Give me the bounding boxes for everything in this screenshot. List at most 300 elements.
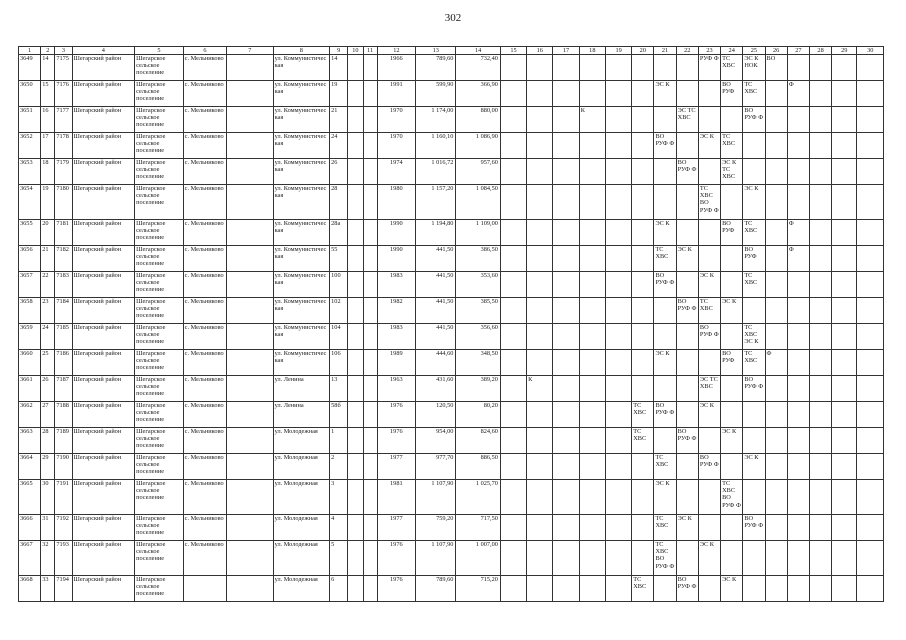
cell-col-17 — [553, 428, 579, 454]
page-number: 302 — [444, 12, 462, 24]
cell-col-10 — [348, 324, 363, 350]
cell-col-23: ЭС К — [698, 133, 720, 159]
cell-col-30 — [857, 350, 884, 376]
cell-col-3: 7176 — [55, 81, 72, 107]
cell-col-4: Шегарский район — [72, 576, 135, 602]
cell-col-6: с. Мельниково — [183, 159, 226, 185]
cell-col-16 — [527, 107, 553, 133]
cell-col-27 — [787, 272, 809, 298]
cell-col-14: 824,60 — [456, 428, 500, 454]
cell-col-8: ул. Коммунистичес кая — [273, 220, 330, 246]
cell-col-12: 1991 — [377, 81, 415, 107]
cell-col-10 — [348, 350, 363, 376]
cell-col-9: 6 — [330, 576, 348, 602]
cell-col-12: 1976 — [377, 428, 415, 454]
table-row — [19, 185, 884, 220]
cell-col-29 — [832, 81, 857, 107]
cell-col-3: 7192 — [55, 515, 72, 541]
cell-col-26: ВО — [765, 55, 787, 81]
cell-col-11 — [363, 298, 377, 324]
cell-col-11 — [363, 324, 377, 350]
cell-col-6: с. Мельниково — [183, 298, 226, 324]
cell-col-21 — [654, 185, 676, 220]
cell-col-7 — [227, 107, 273, 133]
table-row — [19, 428, 884, 454]
cell-col-8: ул. Коммунистичес кая — [273, 298, 330, 324]
cell-col-9: 21 — [330, 107, 348, 133]
column-header-29: 29 — [832, 47, 857, 55]
cell-col-30 — [857, 541, 884, 576]
cell-col-3: 7194 — [55, 576, 72, 602]
column-header-25: 25 — [743, 47, 765, 55]
cell-col-22: ВО РУФ Ф — [676, 159, 698, 185]
cell-col-5: Шегарское сельское поселение — [135, 324, 184, 350]
cell-col-25: ЭС К — [743, 185, 765, 220]
cell-col-30 — [857, 324, 884, 350]
cell-col-11 — [363, 107, 377, 133]
cell-col-2: 23 — [41, 298, 55, 324]
cell-col-15 — [500, 81, 526, 107]
cell-col-22: ВО РУФ Ф — [676, 298, 698, 324]
cell-col-22 — [676, 350, 698, 376]
cell-col-27 — [787, 428, 809, 454]
table-row — [19, 55, 884, 81]
cell-col-29 — [832, 454, 857, 480]
column-header-10: 10 — [348, 47, 363, 55]
cell-col-29 — [832, 159, 857, 185]
cell-col-18 — [579, 185, 605, 220]
cell-col-22 — [676, 133, 698, 159]
cell-col-29 — [832, 185, 857, 220]
cell-col-10 — [348, 454, 363, 480]
cell-col-3: 7177 — [55, 107, 72, 133]
cell-col-26 — [765, 402, 787, 428]
cell-col-8: ул. Молодежная — [273, 454, 330, 480]
cell-col-26 — [765, 272, 787, 298]
cell-col-23 — [698, 159, 720, 185]
cell-col-15 — [500, 272, 526, 298]
cell-col-11 — [363, 55, 377, 81]
cell-col-14: 732,40 — [456, 55, 500, 81]
cell-col-6: с. Мельниково — [183, 133, 226, 159]
cell-col-16 — [527, 541, 553, 576]
cell-col-14: 348,50 — [456, 350, 500, 376]
cell-col-30 — [857, 376, 884, 402]
cell-col-23: ЭС К — [698, 541, 720, 576]
cell-col-12: 1974 — [377, 159, 415, 185]
cell-col-19 — [605, 298, 631, 324]
cell-col-7 — [227, 81, 273, 107]
cell-col-14: 886,50 — [456, 454, 500, 480]
cell-col-7 — [227, 515, 273, 541]
cell-col-30 — [857, 246, 884, 272]
cell-col-28 — [809, 576, 831, 602]
cell-col-19 — [605, 107, 631, 133]
cell-col-9: 3 — [330, 480, 348, 515]
cell-col-28 — [809, 428, 831, 454]
cell-col-23: ТС ХВС ВО РУФ Ф — [698, 185, 720, 220]
cell-col-25: ВО РУФ — [743, 246, 765, 272]
cell-col-10 — [348, 541, 363, 576]
cell-col-13: 977,70 — [416, 454, 456, 480]
cell-col-5: Шегарское сельское поселение — [135, 515, 184, 541]
cell-col-12: 1983 — [377, 272, 415, 298]
cell-col-1: 3666 — [19, 515, 41, 541]
cell-col-13: 1 174,00 — [416, 107, 456, 133]
table-row — [19, 246, 884, 272]
cell-col-18 — [579, 298, 605, 324]
cell-col-20 — [632, 324, 654, 350]
column-header-17: 17 — [553, 47, 579, 55]
cell-col-27 — [787, 454, 809, 480]
cell-col-18 — [579, 350, 605, 376]
column-header-6: 6 — [183, 47, 226, 55]
cell-col-28 — [809, 515, 831, 541]
cell-col-4: Шегарский район — [72, 480, 135, 515]
cell-col-3: 7188 — [55, 402, 72, 428]
cell-col-28 — [809, 480, 831, 515]
cell-col-23 — [698, 428, 720, 454]
cell-col-2: 18 — [41, 159, 55, 185]
cell-col-7 — [227, 480, 273, 515]
cell-col-30 — [857, 81, 884, 107]
cell-col-29 — [832, 220, 857, 246]
cell-col-27 — [787, 107, 809, 133]
cell-col-25: ВО РУФ Ф — [743, 515, 765, 541]
table-row — [19, 298, 884, 324]
cell-col-4: Шегарский район — [72, 402, 135, 428]
cell-col-23 — [698, 246, 720, 272]
cell-col-24 — [721, 454, 743, 480]
cell-col-30 — [857, 428, 884, 454]
cell-col-15 — [500, 350, 526, 376]
cell-col-8: ул. Коммунистичес кая — [273, 246, 330, 272]
cell-col-21: ЭС К — [654, 350, 676, 376]
cell-col-5: Шегарское сельское поселение — [135, 185, 184, 220]
cell-col-4: Шегарский район — [72, 272, 135, 298]
table-row — [19, 376, 884, 402]
cell-col-2: 15 — [41, 81, 55, 107]
cell-col-3: 7186 — [55, 350, 72, 376]
cell-col-2: 16 — [41, 107, 55, 133]
cell-col-2: 17 — [41, 133, 55, 159]
cell-col-5: Шегарское сельское поселение — [135, 376, 184, 402]
cell-col-12: 1966 — [377, 55, 415, 81]
cell-col-18 — [579, 220, 605, 246]
cell-col-18 — [579, 55, 605, 81]
cell-col-9: 2 — [330, 454, 348, 480]
cell-col-14: 880,00 — [456, 107, 500, 133]
cell-col-3: 7184 — [55, 298, 72, 324]
cell-col-18 — [579, 159, 605, 185]
cell-col-4: Шегарский район — [72, 454, 135, 480]
table-row — [19, 350, 884, 376]
cell-col-16 — [527, 515, 553, 541]
cell-col-3: 7180 — [55, 185, 72, 220]
cell-col-21: ТС ХВС — [654, 454, 676, 480]
cell-col-1: 3657 — [19, 272, 41, 298]
cell-col-4: Шегарский район — [72, 541, 135, 576]
table-row — [19, 324, 884, 350]
cell-col-10 — [348, 298, 363, 324]
cell-col-21: ТС ХВС — [654, 246, 676, 272]
cell-col-29 — [832, 515, 857, 541]
cell-col-11 — [363, 376, 377, 402]
cell-col-18 — [579, 541, 605, 576]
cell-col-10 — [348, 107, 363, 133]
cell-col-28 — [809, 402, 831, 428]
cell-col-17 — [553, 185, 579, 220]
cell-col-23: ЭС ТС ХВС — [698, 376, 720, 402]
cell-col-2: 30 — [41, 480, 55, 515]
cell-col-29 — [832, 272, 857, 298]
cell-col-29 — [832, 402, 857, 428]
cell-col-14: 1 109,00 — [456, 220, 500, 246]
cell-col-20 — [632, 298, 654, 324]
cell-col-16 — [527, 350, 553, 376]
cell-col-17 — [553, 576, 579, 602]
cell-col-1: 3652 — [19, 133, 41, 159]
cell-col-30 — [857, 107, 884, 133]
cell-col-10 — [348, 185, 363, 220]
column-header-12: 12 — [377, 47, 415, 55]
cell-col-25: ВО РУФ Ф — [743, 376, 765, 402]
column-header-26: 26 — [765, 47, 787, 55]
cell-col-27 — [787, 515, 809, 541]
column-header-7: 7 — [227, 47, 273, 55]
cell-col-15 — [500, 376, 526, 402]
cell-col-25: ТС ХВС ЭС К — [743, 324, 765, 350]
cell-col-21: ВО РУФ Ф — [654, 272, 676, 298]
cell-col-27: Ф — [787, 81, 809, 107]
cell-col-28 — [809, 298, 831, 324]
cell-col-15 — [500, 576, 526, 602]
cell-col-15 — [500, 220, 526, 246]
cell-col-11 — [363, 480, 377, 515]
cell-col-22 — [676, 220, 698, 246]
cell-col-1: 3651 — [19, 107, 41, 133]
cell-col-5: Шегарское сельское поселение — [135, 350, 184, 376]
cell-col-25: ТС ХВС — [743, 81, 765, 107]
cell-col-25: ВО РУФ Ф — [743, 107, 765, 133]
column-header-27: 27 — [787, 47, 809, 55]
cell-col-16 — [527, 185, 553, 220]
cell-col-9: 55 — [330, 246, 348, 272]
cell-col-30 — [857, 298, 884, 324]
cell-col-21 — [654, 324, 676, 350]
cell-col-5: Шегарское сельское поселение — [135, 454, 184, 480]
cell-col-30 — [857, 480, 884, 515]
cell-col-10 — [348, 55, 363, 81]
cell-col-18 — [579, 324, 605, 350]
cell-col-26 — [765, 185, 787, 220]
cell-col-15 — [500, 480, 526, 515]
cell-col-24: ВО РУФ — [721, 81, 743, 107]
cell-col-11 — [363, 185, 377, 220]
cell-col-23 — [698, 107, 720, 133]
cell-col-29 — [832, 246, 857, 272]
cell-col-23: РУФ Ф — [698, 55, 720, 81]
cell-col-21 — [654, 376, 676, 402]
cell-col-18 — [579, 376, 605, 402]
cell-col-30 — [857, 55, 884, 81]
cell-col-26 — [765, 480, 787, 515]
cell-col-23 — [698, 576, 720, 602]
cell-col-9: 4 — [330, 515, 348, 541]
cell-col-1: 3662 — [19, 402, 41, 428]
table-row — [19, 133, 884, 159]
cell-col-5: Шегарское сельское поселение — [135, 107, 184, 133]
cell-col-25 — [743, 541, 765, 576]
cell-col-8: ул. Коммунистичес кая — [273, 133, 330, 159]
cell-col-17 — [553, 81, 579, 107]
cell-col-28 — [809, 246, 831, 272]
cell-col-2: 20 — [41, 220, 55, 246]
cell-col-30 — [857, 515, 884, 541]
column-header-5: 5 — [135, 47, 184, 55]
cell-col-16 — [527, 298, 553, 324]
cell-col-1: 3658 — [19, 298, 41, 324]
cell-col-26 — [765, 298, 787, 324]
cell-col-14: 1 007,00 — [456, 541, 500, 576]
cell-col-17 — [553, 324, 579, 350]
cell-col-2: 31 — [41, 515, 55, 541]
cell-col-19 — [605, 376, 631, 402]
cell-col-30 — [857, 454, 884, 480]
cell-col-5: Шегарское сельское поселение — [135, 428, 184, 454]
cell-col-6: с. Мельниково — [183, 220, 226, 246]
cell-col-14: 80,20 — [456, 402, 500, 428]
table-row — [19, 402, 884, 428]
cell-col-28 — [809, 350, 831, 376]
cell-col-12: 1963 — [377, 376, 415, 402]
cell-col-5: Шегарское сельское поселение — [135, 55, 184, 81]
cell-col-17 — [553, 376, 579, 402]
cell-col-7 — [227, 272, 273, 298]
cell-col-4: Шегарский район — [72, 133, 135, 159]
cell-col-21: ЭС К — [654, 81, 676, 107]
cell-col-7 — [227, 55, 273, 81]
table-row — [19, 515, 884, 541]
cell-col-13: 441,50 — [416, 324, 456, 350]
cell-col-28 — [809, 55, 831, 81]
cell-col-3: 7193 — [55, 541, 72, 576]
cell-col-7 — [227, 376, 273, 402]
cell-col-16 — [527, 428, 553, 454]
cell-col-24 — [721, 107, 743, 133]
cell-col-10 — [348, 159, 363, 185]
cell-col-10 — [348, 220, 363, 246]
cell-col-5: Шегарское сельское поселение — [135, 246, 184, 272]
cell-col-19 — [605, 428, 631, 454]
cell-col-26 — [765, 428, 787, 454]
cell-col-7 — [227, 324, 273, 350]
cell-col-14: 366,90 — [456, 81, 500, 107]
table-body — [19, 55, 884, 602]
cell-col-24 — [721, 272, 743, 298]
cell-col-2: 14 — [41, 55, 55, 81]
cell-col-20 — [632, 480, 654, 515]
cell-col-6: с. Мельниково — [183, 480, 226, 515]
cell-col-15 — [500, 246, 526, 272]
cell-col-12: 1977 — [377, 454, 415, 480]
cell-col-26 — [765, 133, 787, 159]
cell-col-24 — [721, 246, 743, 272]
cell-col-29 — [832, 480, 857, 515]
cell-col-8: ул. Коммунистичес кая — [273, 107, 330, 133]
cell-col-27 — [787, 376, 809, 402]
column-header-22: 22 — [676, 47, 698, 55]
cell-col-11 — [363, 159, 377, 185]
cell-col-6: с. Мельниково — [183, 324, 226, 350]
cell-col-30 — [857, 133, 884, 159]
cell-col-20 — [632, 246, 654, 272]
cell-col-11 — [363, 81, 377, 107]
cell-col-27 — [787, 480, 809, 515]
cell-col-27: Ф — [787, 246, 809, 272]
cell-col-26 — [765, 220, 787, 246]
cell-col-21: ЭС К — [654, 480, 676, 515]
cell-col-22 — [676, 480, 698, 515]
cell-col-28 — [809, 454, 831, 480]
cell-col-15 — [500, 159, 526, 185]
cell-col-6: с. Мельниково — [183, 454, 226, 480]
cell-col-13: 444,60 — [416, 350, 456, 376]
cell-col-24 — [721, 515, 743, 541]
cell-col-27 — [787, 541, 809, 576]
cell-col-26 — [765, 246, 787, 272]
cell-col-7 — [227, 428, 273, 454]
cell-col-10 — [348, 576, 363, 602]
cell-col-6: с. Мельниково — [183, 246, 226, 272]
cell-col-13: 954,00 — [416, 428, 456, 454]
cell-col-4: Шегарский район — [72, 159, 135, 185]
cell-col-7 — [227, 454, 273, 480]
cell-col-26: Ф — [765, 350, 787, 376]
cell-col-2: 32 — [41, 541, 55, 576]
cell-col-17 — [553, 515, 579, 541]
cell-col-5: Шегарское сельское поселение — [135, 272, 184, 298]
cell-col-24: ЭС К — [721, 298, 743, 324]
cell-col-11 — [363, 246, 377, 272]
cell-col-9: 104 — [330, 324, 348, 350]
column-header-14: 14 — [456, 47, 500, 55]
cell-col-29 — [832, 576, 857, 602]
cell-col-8: ул. Ленина — [273, 402, 330, 428]
cell-col-21: ЭС К — [654, 220, 676, 246]
cell-col-3: 7178 — [55, 133, 72, 159]
cell-col-24 — [721, 541, 743, 576]
cell-col-8: ул. Коммунистичес кая — [273, 185, 330, 220]
cell-col-12: 1976 — [377, 541, 415, 576]
cell-col-20 — [632, 454, 654, 480]
cell-col-26 — [765, 515, 787, 541]
cell-col-22 — [676, 272, 698, 298]
cell-col-22: ЭС ТС ХВС — [676, 107, 698, 133]
cell-col-21 — [654, 428, 676, 454]
cell-col-1: 3656 — [19, 246, 41, 272]
cell-col-2: 24 — [41, 324, 55, 350]
cell-col-10 — [348, 376, 363, 402]
cell-col-22 — [676, 81, 698, 107]
cell-col-27 — [787, 576, 809, 602]
cell-col-29 — [832, 298, 857, 324]
cell-col-24: ТС ХВС — [721, 133, 743, 159]
cell-col-5: Шегарское сельское поселение — [135, 220, 184, 246]
cell-col-17 — [553, 480, 579, 515]
cell-col-7 — [227, 133, 273, 159]
cell-col-12: 1990 — [377, 246, 415, 272]
